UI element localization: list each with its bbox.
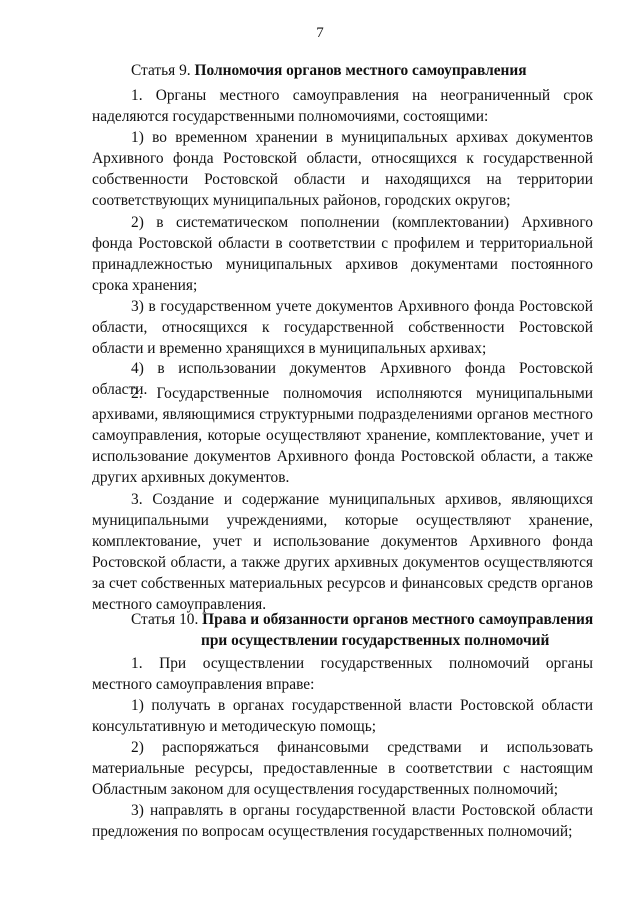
article-10-title-line2: при осуществлении государственных полномочий (201, 631, 550, 649)
article-9-heading (131, 61, 601, 82)
paragraph: 2) распоряжаться финансовыми средствами и использовать материальные ресурсы, предоставленные в соответствии с настоящим Областным законом для осуществления государственных полномочий; (92, 739, 593, 798)
paragraph: 3. Создание и содержание муниципальных архивов, являющихся муниципальными учреждениями, которые осуществляют хранение, комплектование, учет и использование документов Архивного фонда Ростовской области, а также других архивных документов осуществляются за счет собственных материальных ресурсов и финансовых средств органов местного самоуправления. (92, 491, 593, 613)
article-10-label: Статья 10. (131, 611, 203, 628)
paragraph: 1) получать в органах государственной власти Ростовской области консультативную и методическую помощь; (92, 697, 593, 735)
paragraph: 1. При осуществлении государственных полномочий органы местного самоуправления вправе: (92, 655, 593, 693)
paragraph: 2) в систематическом пополнении (комплектовании) Архивного фонда Ростовской области в соответствии с профилем и территориальной принадлежностью муниципальных архивов документами постоянного срока хранения; (92, 214, 593, 294)
paragraph: 1) во временном хранении в муниципальных архивах документов Архивного фонда Ростовской области, относящихся к государственной собственности Ростовской области и находящихся на территории соответствующих муниципальных районов, городских округов; (92, 129, 593, 209)
article-9-label: Статья 9. (131, 62, 195, 79)
article-10-title-line1: Права и обязанности органов местного самоуправления (202, 611, 594, 628)
paragraph: 3) направлять в органы государственной власти Ростовской области предложения по вопросам осуществления государственных полномочий; (92, 802, 593, 840)
page-number: 7 (316, 25, 324, 41)
article-9-title: Полномочия органов местного самоуправления (194, 62, 527, 79)
paragraph: 3) в государственном учете документов Архивного фонда Ростовской области, относящихся к государственной собственности Ростовской области и временно хранящихся в муниципальных архивах; (92, 298, 593, 357)
article-10-heading (131, 610, 601, 652)
paragraph: 1. Органы местного самоуправления на неограниченный срок наделяются государственными полномочиями, состоящими: (92, 87, 593, 125)
paragraph: 2. Государственные полномочия исполняются муниципальными архивами, являющимися структурными подразделениями органов местного самоуправления, которые осуществляют хранение, комплектование, учет и использование документов Архивного фонда Ростовской области, а также других архивных документов. (92, 385, 593, 486)
paragraph: 4) в использовании документов Архивного фонда Ростовской области. (92, 360, 593, 398)
